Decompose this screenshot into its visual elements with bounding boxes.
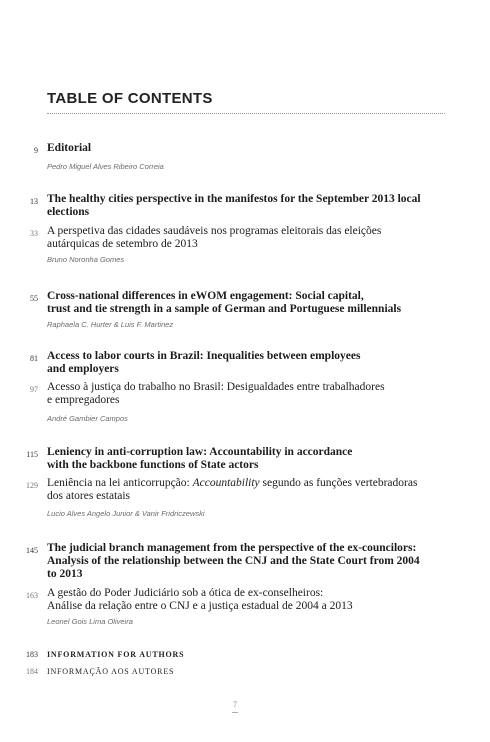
folio-mark <box>232 712 238 713</box>
page-number: 145 <box>26 546 38 555</box>
title-divider <box>47 113 445 114</box>
entry-title: A gestão do Poder Judiciário sob a ótica de ex-conselheiros: Análise da relação entre o CNJ e a justiça estadual de 2004 a 2013 <box>47 587 353 612</box>
page-title: TABLE OF CONTENTS <box>47 90 213 107</box>
entry-title: Acesso à justiça do trabalho no Brasil: Desigualdades entre trabalhadores e empregadores <box>47 381 385 406</box>
page-number: 183 <box>26 650 38 659</box>
folio: 7 <box>233 700 237 709</box>
entry-author: André Gambier Campos <box>47 414 128 423</box>
entry-title: Leniência na lei anticorrupção: Accountability segundo as funções vertebradoras dos atores estatais <box>47 477 418 502</box>
entry-title: A perspetiva das cidades saudáveis nos programas eleitorais das eleições autárquicas de setembro de 2013 <box>47 225 382 250</box>
page-number: 163 <box>26 591 38 600</box>
page-number: 184 <box>26 667 38 676</box>
page-number: 81 <box>30 354 38 363</box>
entry-author: Leonel Gois Lima Oliveira <box>47 617 133 626</box>
page-number: 9 <box>34 146 38 155</box>
entry-title: The judicial branch management from the perspective of the ex-councilors: Analysis of the relationship between the CNJ and the State Court from 2004 to 2013 <box>47 542 420 580</box>
entry-author: Raphaela C. Hurter & Luis F. Martinez <box>47 320 174 329</box>
page-number: 129 <box>26 481 38 490</box>
entry-title: The healthy cities perspective in the manifestos for the September 2013 local elections <box>47 193 421 218</box>
page-number: 13 <box>30 197 38 206</box>
entry-title: INFORMATION FOR AUTHORS <box>47 650 185 659</box>
entry-author: Pedro Miguel Alves Ribeiro Correia <box>47 162 164 171</box>
page-number: 97 <box>30 385 38 394</box>
entry-title: Cross-national differences in eWOM engagement: Social capital, trust and tie strength in a sample of German and Portuguese millennials <box>47 290 402 315</box>
entry-author: Bruno Noronha Gomes <box>47 255 125 264</box>
entry-title: Leniency in anti-corruption law: Accountability in accordance with the backbone functions of State actors <box>47 446 353 471</box>
page-number: 33 <box>30 229 38 238</box>
page-number: 55 <box>30 294 38 303</box>
page-number: 115 <box>26 450 38 459</box>
entry-title: INFORMAÇÃO AOS AUTORES <box>47 667 175 676</box>
entry-author: Lucio Alves Angelo Junior & Vanir Fridriczewski <box>47 509 205 518</box>
entry-title: Editorial <box>47 142 92 154</box>
entry-title: Access to labor courts in Brazil: Inequalities between employees and employers <box>47 350 361 375</box>
